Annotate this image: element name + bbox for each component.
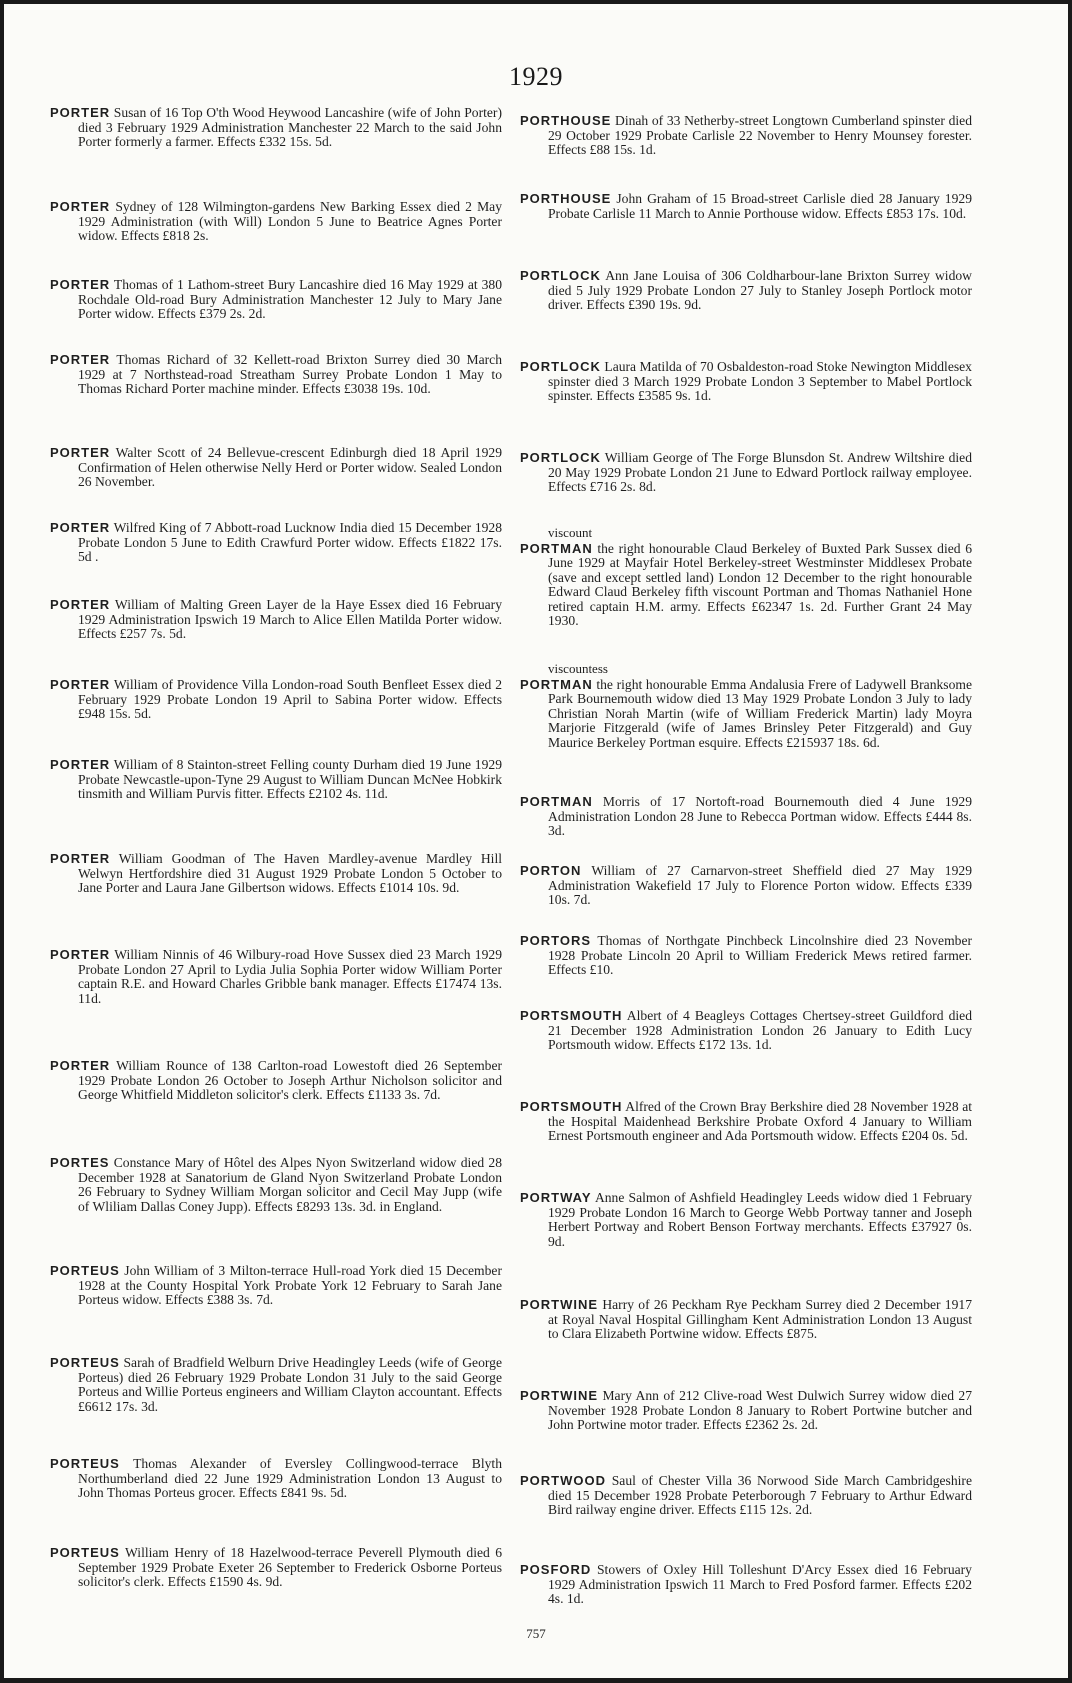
entry-text: Constance Mary of Hôtel des Alpes Nyon Switzerland widow died 28 December 1928 at Sanatorium de Gland Nyon Switzerland Probate London 26 February to Sydney William Morgan solicitor and Cecil May Jupp (wife of Wliliam Dallas Coney Jupp). Effects £8293 13s. 3d. in England. xyxy=(78,1155,502,1214)
entry-text: Ann Jane Louisa of 306 Coldharbour-lane Brixton Surrey widow died 5 July 1929 Probate London 27 July to Stanley Joseph Portlock motor driver. Effects £390 19s. 9d. xyxy=(548,268,972,312)
entry-surname: PORTHOUSE xyxy=(520,191,612,206)
entry-surname: PORTES xyxy=(50,1155,110,1170)
page-number: 757 xyxy=(526,1626,546,1641)
entry-surname: PORTEUS xyxy=(50,1355,120,1370)
entry xyxy=(520,1009,972,1053)
entry-text: Thomas Richard of 32 Kellett-road Brixton Surrey died 30 March 1929 at 7 Northstead-road Streatham Surrey Probate London 1 May to Thomas Richard Porter machine minder. Effects £3038 19s. 10d. xyxy=(78,352,502,396)
entry-text: Thomas of 1 Lathom-street Bury Lancashire died 16 May 1929 at 380 Rochdale Old-road Bury Administration Manchester 12 July to Mary Jane Porter widow. Effects £379 2s. 2d. xyxy=(78,277,502,321)
entry xyxy=(50,1156,502,1214)
entry-surname: PORTLOCK xyxy=(520,268,601,283)
entry-surname: PORTEUS xyxy=(50,1456,120,1471)
entry xyxy=(50,278,502,322)
entry-text: William of Providence Villa London-road South Benfleet Essex died 2 February 1929 Probate London 19 April to Sabina Porter widow. Effects £948 15s. 5d. xyxy=(78,677,502,721)
entry-text: Harry of 26 Peckham Rye Peckham Surrey died 2 December 1917 at Royal Naval Hospital Gillingham Kent Administration London 13 August to Clara Elizabeth Portwine widow. Effects £875. xyxy=(548,1297,972,1341)
entry-surname: PORTER xyxy=(50,520,111,535)
entry-text: William George of The Forge Blunsdon St. Andrew Wiltshire died 20 May 1929 Probate London 21 June to Edward Portlock railway employee. Effects £716 2s. 8d. xyxy=(548,450,973,494)
entry-surname: PORTLOCK xyxy=(520,359,601,374)
entry xyxy=(50,1457,502,1501)
entry xyxy=(50,521,502,565)
entry-text: Saul of Chester Villa 36 Norwood Side March Cambridgeshire died 15 December 1928 Probate Peterborough 7 February to Arthur Edward Bird railway engine driver. Effects £115 12s. 2d. xyxy=(548,1473,972,1517)
entry xyxy=(520,192,972,221)
entry xyxy=(520,114,972,158)
entry xyxy=(50,446,502,490)
page-year-heading: 1929 xyxy=(509,62,563,91)
entry-text: Wilfred King of 7 Abbott-road Lucknow India died 15 December 1928 Probate London 5 June to Edith Crawfurd Porter widow. Effects £1822 17s. 5d . xyxy=(78,520,503,564)
entry-text: Laura Matilda of 70 Osbaldeston-road Stoke Newington Middlesex spinster died 3 March 1929 Probate London 3 September to Mabel Portlock spinster. Effects £3585 9s. 1d. xyxy=(548,359,972,403)
entry xyxy=(520,269,972,313)
entry xyxy=(50,106,502,150)
entry-surname: PORTER xyxy=(50,1058,111,1073)
entry-text: the right honourable Claud Berkeley of Buxted Park Sussex died 6 June 1929 at Mayfair Hotel Berkeley-street Westminster Middlesex Probate (save and except settled land) London 12 December to the right honourable Edward Claud Berkeley fifth viscount Portman and Thomas Nathaniel Hone retired captain H.M. army. Effects £62347 1s. 2d. Further Grant 24 May 1930. xyxy=(548,540,972,628)
entry-title-prefix: viscountess xyxy=(548,661,608,676)
entry xyxy=(520,1474,972,1518)
entry-text: Sarah of Bradfield Welburn Drive Headingley Leeds (wife of George Porteus) died 26 February 1929 Probate London 31 July to the said George Porteus and Willie Porteus engineers and William Clayton accountant. Effects £6612 17s. 3d. xyxy=(78,1355,502,1414)
entry-surname: PORTER xyxy=(50,352,111,367)
entry-text: Anne Salmon of Ashfield Headingley Leeds widow died 1 February 1929 Probate London 16 March to George Webb Portway tanner and Joseph Herbert Portway and Robert Benson Fortway merchants. Effects £37927 0s. 9d. xyxy=(548,1190,972,1249)
entry-surname: PORTER xyxy=(50,757,111,772)
entry-surname: PORTSMOUTH xyxy=(520,1099,623,1114)
entry-surname: PORTWOOD xyxy=(520,1473,606,1488)
entry xyxy=(520,360,972,404)
entry-surname: PORTER xyxy=(50,677,111,692)
entry xyxy=(520,1389,972,1433)
entry-text: William of 8 Stainton-street Felling county Durham died 19 June 1929 Probate Newcastle-upon-Tyne 29 August to William Duncan McNee Hobkirk tinsmith and William Purvis fitter. Effects £2102 4s. 11d. xyxy=(78,757,502,801)
entry-surname: PORTER xyxy=(50,105,111,120)
entry-surname: PORTER xyxy=(50,277,111,292)
entry xyxy=(520,662,972,750)
entry-surname: PORTMAN xyxy=(520,794,593,809)
entry-surname: PORTSMOUTH xyxy=(520,1008,623,1023)
entry-text: John William of 3 Milton-terrace Hull-road York died 15 December 1928 at the County Hospital York Probate York 12 February to Sarah Jane Porteus widow. Effects £388 3s. 7d. xyxy=(78,1263,502,1307)
entry xyxy=(50,1264,502,1308)
entry-text: Thomas Alexander of Eversley Collingwood-terrace Blyth Northumberland died 22 June 1929 Administration London 13 August to John Thomas Porteus grocer. Effects £841 9s. 5d. xyxy=(78,1456,502,1500)
entry-surname: PORTMAN xyxy=(520,676,593,692)
entry-text: Stowers of Oxley Hill Tolleshunt D'Arcy Essex died 16 February 1929 Administration Ipswich 11 March to Fred Posford farmer. Effects £202 4s. 1d. xyxy=(548,1562,972,1606)
entry xyxy=(520,1191,972,1249)
entry-surname: PORTWINE xyxy=(520,1297,599,1312)
entry-surname: PORTER xyxy=(50,445,111,460)
entry-surname: PORTORS xyxy=(520,933,592,948)
entry-surname: PORTER xyxy=(50,597,111,612)
entry xyxy=(520,1298,972,1342)
entry-surname: PORTEUS xyxy=(50,1545,120,1560)
entry-surname: PORTWAY xyxy=(520,1190,592,1205)
entry-surname: PORTON xyxy=(520,863,582,878)
entry-text: William Rounce of 138 Carlton-road Lowestoft died 26 September 1929 Probate London 26 October to Joseph Arthur Nicholson solicitor and George Whitfield Middleton solicitor's clerk. Effects £1133 3s. 7d. xyxy=(78,1058,502,1102)
register-page xyxy=(4,4,1068,1678)
entry xyxy=(520,864,972,908)
entry-text: Susan of 16 Top O'th Wood Heywood Lancashire (wife of John Porter) died 3 February 1929 Administration Manchester 22 March to the said John Porter formerly a farmer. Effects £332 15s. 5d. xyxy=(78,105,502,149)
entry-text: Walter Scott of 24 Bellevue-crescent Edinburgh died 18 April 1929 Confirmation of Helen otherwise Nelly Herd or Porter widow. Sealed London 26 November. xyxy=(78,445,502,489)
entry-surname: PORTWINE xyxy=(520,1388,599,1403)
entry xyxy=(50,1546,502,1590)
entry-text: Sydney of 128 Wilmington-gardens New Barking Essex died 2 May 1929 Administration (with Will) London 5 June to Beatrice Agnes Porter widow. Effects £818 2s. xyxy=(78,199,502,243)
entry xyxy=(520,526,972,629)
entry-surname: POSFORD xyxy=(520,1562,592,1577)
entry-text: William of Malting Green Layer de la Haye Essex died 16 February 1929 Administration Ipswich 19 March to Alice Ellen Matilda Porter widow. Effects £257 7s. 5d. xyxy=(78,597,502,641)
entry xyxy=(520,1563,972,1607)
entry-text: Mary Ann of 212 Clive-road West Dulwich Surrey widow died 27 November 1928 Probate London 8 January to Robert Portwine butcher and John Portwine motor trader. Effects £2362 2s. 2d. xyxy=(548,1388,973,1432)
entry-text: William Goodman of The Haven Mardley-avenue Mardley Hill Welwyn Hertfordshire died 31 August 1929 Probate London 5 October to Jane Porter and Laura Jane Gilbertson widows. Effects £1014 10s. 9d. xyxy=(78,851,503,895)
entry-surname: PORTER xyxy=(50,947,111,962)
entry xyxy=(520,1100,972,1144)
entry xyxy=(50,1059,502,1103)
entry-text: William Henry of 18 Hazelwood-terrace Peverell Plymouth died 6 September 1929 Probate Exeter 26 September to Frederick Osborne Porteus solicitor's clerk. Effects £1590 4s. 9d. xyxy=(78,1545,503,1589)
entry xyxy=(50,353,502,397)
entry-text: the right honourable Emma Andalusia Frere of Ladywell Branksome Park Bournemouth widow died 13 May 1929 Probate London 3 July to lady Christian Norah Martin (wife of William Frederick Martin) lady Moyra Marjorie Fitzgerald (wife of James Brinsley Peter Fitzgerald) and Guy Maurice Berkeley Portman esquire. Effects £215937 18s. 6d. xyxy=(548,676,972,750)
entry xyxy=(520,795,972,839)
entry-surname: PORTLOCK xyxy=(520,450,601,465)
entry-text: Dinah of 33 Netherby-street Longtown Cumberland spinster died 29 October 1929 Probate Carlisle 22 November to Henry Mounsey forester. Effects £88 15s. 1d. xyxy=(548,113,972,157)
entry xyxy=(520,451,972,495)
entry xyxy=(50,200,502,244)
entry-surname: PORTHOUSE xyxy=(520,113,612,128)
entry xyxy=(50,678,502,722)
entry-text: Albert of 4 Beagleys Cottages Chertsey-street Guildford died 21 December 1928 Administration London 26 January to Edith Lucy Portsmouth widow. Effects £172 13s. 1d. xyxy=(548,1008,972,1052)
entry xyxy=(50,1356,502,1414)
entry-text: William of 27 Carnarvon-street Sheffield died 27 May 1929 Administration Wakefield 17 July to Florence Porton widow. Effects £339 10s. 7d. xyxy=(548,863,972,907)
entry-text: Thomas of Northgate Pinchbeck Lincolnshire died 23 November 1928 Probate Lincoln 20 April to William Frederick Mews retired farmer. Effects £10. xyxy=(548,933,973,977)
entry-surname: PORTER xyxy=(50,851,111,866)
entry xyxy=(50,852,502,896)
entry-surname: PORTER xyxy=(50,199,111,214)
entry-surname: PORTMAN xyxy=(520,540,593,556)
entry xyxy=(50,948,502,1006)
entry xyxy=(520,934,972,978)
entry-surname: PORTEUS xyxy=(50,1263,120,1278)
entry-title-prefix: viscount xyxy=(548,525,593,540)
entry-text: Morris of 17 Nortoft-road Bournemouth died 4 June 1929 Administration London 28 June to Rebecca Portman widow. Effects £444 8s. 3d. xyxy=(548,794,973,838)
entry-text: John Graham of 15 Broad-street Carlisle died 28 January 1929 Probate Carlisle 11 March to Annie Porthouse widow. Effects £853 17s. 10d. xyxy=(548,191,972,221)
entry xyxy=(50,598,502,642)
entry xyxy=(50,758,502,802)
entry-text: William Ninnis of 46 Wilbury-road Hove Sussex died 23 March 1929 Probate London 27 April to Lydia Julia Sophia Porter widow William Porter captain R.E. and Howard Charles Gribble bank manager. Effects £17474 13s. 11d. xyxy=(78,947,502,1006)
entry-text: Alfred of the Crown Bray Berkshire died 28 November 1928 at the Hospital Maidenhead Berkshire Probate Oxford 4 January to William Ernest Portsmouth engineer and Ada Portsmouth widow. Effects £204 0s. 5d. xyxy=(548,1099,972,1143)
